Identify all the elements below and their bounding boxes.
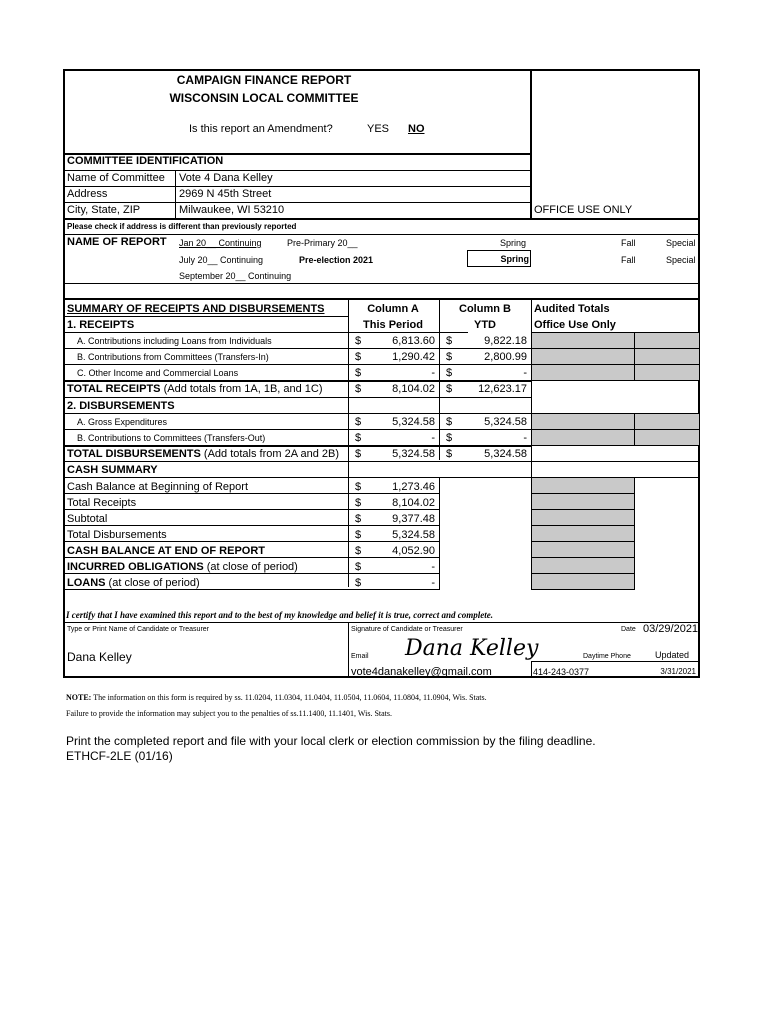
- receipt-b-col-b[interactable]: 2,800.99: [484, 351, 527, 363]
- audit-cell: [531, 509, 635, 526]
- rule: [65, 589, 440, 590]
- report-fall-1[interactable]: Fall: [621, 238, 636, 248]
- audit-cell: [531, 557, 635, 574]
- audit-cell: [531, 413, 635, 430]
- audit-cell: [531, 332, 635, 349]
- date-label: Date: [621, 626, 636, 633]
- office-use-label: OFFICE USE ONLY: [534, 204, 633, 216]
- report-fall-2[interactable]: Fall: [621, 255, 636, 265]
- dollar-sign: $: [355, 481, 362, 493]
- printed-name[interactable]: Dana Kelley: [67, 650, 132, 664]
- rule: [65, 397, 531, 398]
- address-change-note[interactable]: Please check if address is different than previously reported: [67, 222, 297, 231]
- column-b-header: Column B: [459, 303, 511, 315]
- incurred-label: INCURRED OBLIGATIONS (at close of period): [67, 561, 298, 573]
- dollar-sign: $: [446, 351, 453, 363]
- rule: [65, 509, 440, 510]
- rule: [65, 622, 698, 623]
- disb-b-col-b[interactable]: -: [523, 432, 527, 444]
- dollar-sign: $: [446, 367, 453, 379]
- audit-cell: [634, 348, 700, 365]
- rule: [65, 332, 468, 333]
- dollar-sign: $: [355, 416, 362, 428]
- spring-selected-box[interactable]: [467, 250, 531, 267]
- audit-cell: [634, 332, 700, 349]
- dollar-sign: $: [355, 497, 362, 509]
- report-spring-1[interactable]: Spring: [500, 238, 527, 248]
- report-september-continuing[interactable]: September 20__ Continuing: [179, 271, 292, 281]
- report-special-2[interactable]: Special: [666, 255, 696, 265]
- receipt-b-col-a[interactable]: 1,290.42: [392, 351, 435, 363]
- total-receipts-col-b[interactable]: 12,623.17: [478, 383, 527, 395]
- loans-label: LOANS (at close of period): [67, 577, 200, 589]
- column-b-subheader: YTD: [474, 319, 496, 331]
- name-label: Type or Print Name of Candidate or Treasurer: [67, 626, 210, 633]
- col-divider: [348, 622, 349, 678]
- col-divider: [348, 298, 349, 587]
- disb-b-label: B. Contributions to Committees (Transfers-Out): [77, 433, 266, 443]
- cash-end-label: CASH BALANCE AT END OF REPORT: [67, 545, 265, 557]
- address-value[interactable]: 2969 N 45th Street: [179, 188, 272, 200]
- disbursements-title: 2. DISBURSEMENTS: [67, 400, 175, 412]
- receipt-a-col-b[interactable]: 9,822.18: [484, 335, 527, 347]
- email-label: Email: [351, 653, 369, 660]
- address-label: Address: [67, 188, 108, 200]
- rule: [65, 413, 531, 414]
- filing-instruction: Print the completed report and file with your local clerk or election commission by the filing deadline.: [66, 734, 596, 748]
- report-jan-continuing[interactable]: Jan 20__ Continuing: [179, 238, 262, 248]
- column-a-header: Column A: [367, 303, 419, 315]
- report-july-continuing[interactable]: July 20__ Continuing: [179, 255, 264, 265]
- report-form: [63, 69, 700, 678]
- cash-summary-title: CASH SUMMARY: [67, 464, 158, 476]
- email-value[interactable]: vote4danakelley@gmail.com: [351, 666, 492, 678]
- audit-cell: [531, 364, 635, 381]
- audit-cell: [531, 477, 635, 494]
- disb-b-col-a[interactable]: -: [431, 432, 435, 444]
- cash-receipts-value[interactable]: 8,104.02: [392, 497, 435, 509]
- summary-title: SUMMARY OF RECEIPTS AND DISBURSEMENTS: [67, 303, 325, 315]
- col-divider: [439, 477, 440, 589]
- committee-name-value[interactable]: Vote 4 Dana Kelley: [179, 172, 273, 184]
- dollar-sign: $: [446, 416, 453, 428]
- form-title: CAMPAIGN FINANCE REPORT: [176, 73, 352, 87]
- phone-value[interactable]: 414-243-0377: [533, 667, 590, 677]
- cash-begin-value[interactable]: 1,273.46: [392, 481, 435, 493]
- rule: [65, 541, 440, 542]
- receipt-b-label: B. Contributions from Committees (Transfers-In): [77, 352, 269, 362]
- cash-receipts-label: Total Receipts: [67, 497, 137, 509]
- subtotal-value[interactable]: 9,377.48: [392, 513, 435, 525]
- total-disb-col-a[interactable]: 5,324.58: [392, 448, 435, 460]
- rule: [65, 283, 698, 284]
- audit-cell: [634, 429, 700, 446]
- committee-section-title: COMMITTEE IDENTIFICATION: [67, 155, 224, 167]
- audit-cell: [531, 525, 635, 542]
- dollar-sign: $: [355, 335, 362, 347]
- amendment-yes[interactable]: YES: [367, 123, 390, 135]
- receipts-title: 1. RECEIPTS: [67, 319, 135, 331]
- rule: [348, 677, 698, 678]
- rule: [65, 218, 698, 220]
- rule: [65, 525, 440, 526]
- dollar-sign: $: [355, 529, 362, 541]
- total-disbursements-label: TOTAL DISBURSEMENTS (Add totals from 2A and 2B): [67, 448, 340, 460]
- dollar-sign: $: [355, 577, 362, 589]
- audit-cell: [531, 541, 635, 558]
- dollar-sign: $: [355, 351, 362, 363]
- report-pre-primary[interactable]: Pre-Primary 20__: [287, 238, 358, 248]
- rule: [65, 298, 698, 300]
- amendment-no[interactable]: NO: [408, 123, 425, 135]
- rule: [65, 316, 348, 317]
- disb-a-label: A. Gross Expenditures: [77, 417, 168, 427]
- dollar-sign: $: [355, 367, 362, 379]
- column-a-subheader: This Period: [363, 319, 423, 331]
- receipt-c-label: C. Other Income and Commercial Loans: [77, 368, 239, 378]
- report-name-label: NAME OF REPORT: [67, 236, 167, 248]
- signature: Dana Kelley: [405, 636, 539, 661]
- audit-cell: [531, 573, 635, 590]
- audited-header: Audited Totals: [534, 303, 610, 315]
- audit-cell: [531, 429, 635, 446]
- rule: [65, 202, 530, 203]
- receipt-a-label: A. Contributions including Loans from Individuals: [77, 336, 272, 346]
- audit-cell: [531, 348, 635, 365]
- total-receipts-col-a[interactable]: 8,104.02: [392, 383, 435, 395]
- rule: [65, 364, 531, 365]
- report-spring-2: Spring: [500, 254, 529, 264]
- dollar-sign: $: [355, 545, 362, 557]
- dollar-sign: $: [355, 513, 362, 525]
- rule: [65, 461, 698, 462]
- receipt-c-col-a[interactable]: -: [431, 367, 435, 379]
- subtotal-label: Subtotal: [67, 513, 108, 525]
- rule: [65, 429, 531, 430]
- city-value[interactable]: Milwaukee, WI 53210: [179, 204, 285, 216]
- dollar-sign: $: [355, 448, 362, 460]
- incurred-value[interactable]: -: [431, 561, 435, 573]
- cash-begin-label: Cash Balance at Beginning of Report: [67, 481, 249, 493]
- dollar-sign: $: [446, 383, 453, 395]
- report-pre-election[interactable]: Pre-election 2021: [299, 255, 374, 265]
- amendment-question: Is this report an Amendment?: [189, 123, 333, 135]
- city-label: City, State, ZIP: [67, 204, 141, 216]
- legal-note-2: Failure to provide the information may subject you to the penalties of ss.11.1400, 11.1401, Wis. Stats.: [66, 709, 393, 718]
- certify-statement: I certify that I have examined this report and to the best of my knowledge and belief it is true, correct and complete.: [66, 610, 493, 620]
- rule: [531, 661, 698, 662]
- total-receipts-label: TOTAL RECEIPTS (Add totals from 1A, 1B, and 1C): [67, 383, 323, 395]
- phone-label: Daytime Phone: [583, 653, 631, 660]
- form-id: ETHCF-2LE (01/16): [66, 749, 173, 763]
- legal-note: NOTE: The information on this form is required by ss. 11.0204, 11.0304, 11.0404, 11.0504, 11.0604, 11.0804, 11.0904, Wis. Stats.: [66, 693, 487, 702]
- rule: [65, 557, 440, 558]
- audit-cell: [634, 413, 700, 430]
- disb-a-col-a[interactable]: 5,324.58: [392, 416, 435, 428]
- rule: [65, 493, 440, 494]
- committee-name-label: Name of Committee: [67, 172, 165, 184]
- rule: [65, 445, 531, 447]
- audit-cell: [531, 493, 635, 510]
- loans-value[interactable]: -: [431, 577, 435, 589]
- rule: [65, 170, 530, 171]
- audited-subheader: Office Use Only: [534, 319, 616, 331]
- col-divider: [531, 661, 532, 678]
- rule: [65, 573, 440, 574]
- updated-label: Updated: [655, 650, 690, 660]
- receipt-c-col-b[interactable]: -: [523, 367, 527, 379]
- cash-end-value[interactable]: 4,052.90: [392, 545, 435, 557]
- cash-disb-value[interactable]: 5,324.58: [392, 529, 435, 541]
- report-special-1[interactable]: Special: [666, 238, 696, 248]
- audit-cell: [634, 364, 700, 381]
- rule: [65, 380, 531, 382]
- date-value[interactable]: 03/29/2021: [643, 623, 699, 635]
- dollar-sign: $: [355, 383, 362, 395]
- rule: [65, 234, 698, 235]
- dollar-sign: $: [446, 432, 453, 444]
- dollar-sign: $: [355, 561, 362, 573]
- dollar-sign: $: [446, 448, 453, 460]
- dollar-sign: $: [355, 432, 362, 444]
- office-use-divider: [530, 71, 532, 220]
- dollar-sign: $: [446, 335, 453, 347]
- receipt-a-col-a[interactable]: 6,813.60: [392, 335, 435, 347]
- cash-disb-label: Total Disbursements: [67, 529, 167, 541]
- rule: [65, 348, 531, 349]
- form-subtitle: WISCONSIN LOCAL COMMITTEE: [169, 91, 359, 105]
- rule: [175, 170, 176, 218]
- signature-label: Signature of Candidate or Treasurer: [351, 626, 463, 633]
- updated-date: 3/31/2021: [660, 667, 696, 676]
- col-divider: [439, 298, 440, 460]
- total-disb-col-b[interactable]: 5,324.58: [484, 448, 527, 460]
- disb-a-col-b[interactable]: 5,324.58: [484, 416, 527, 428]
- rule: [65, 186, 530, 187]
